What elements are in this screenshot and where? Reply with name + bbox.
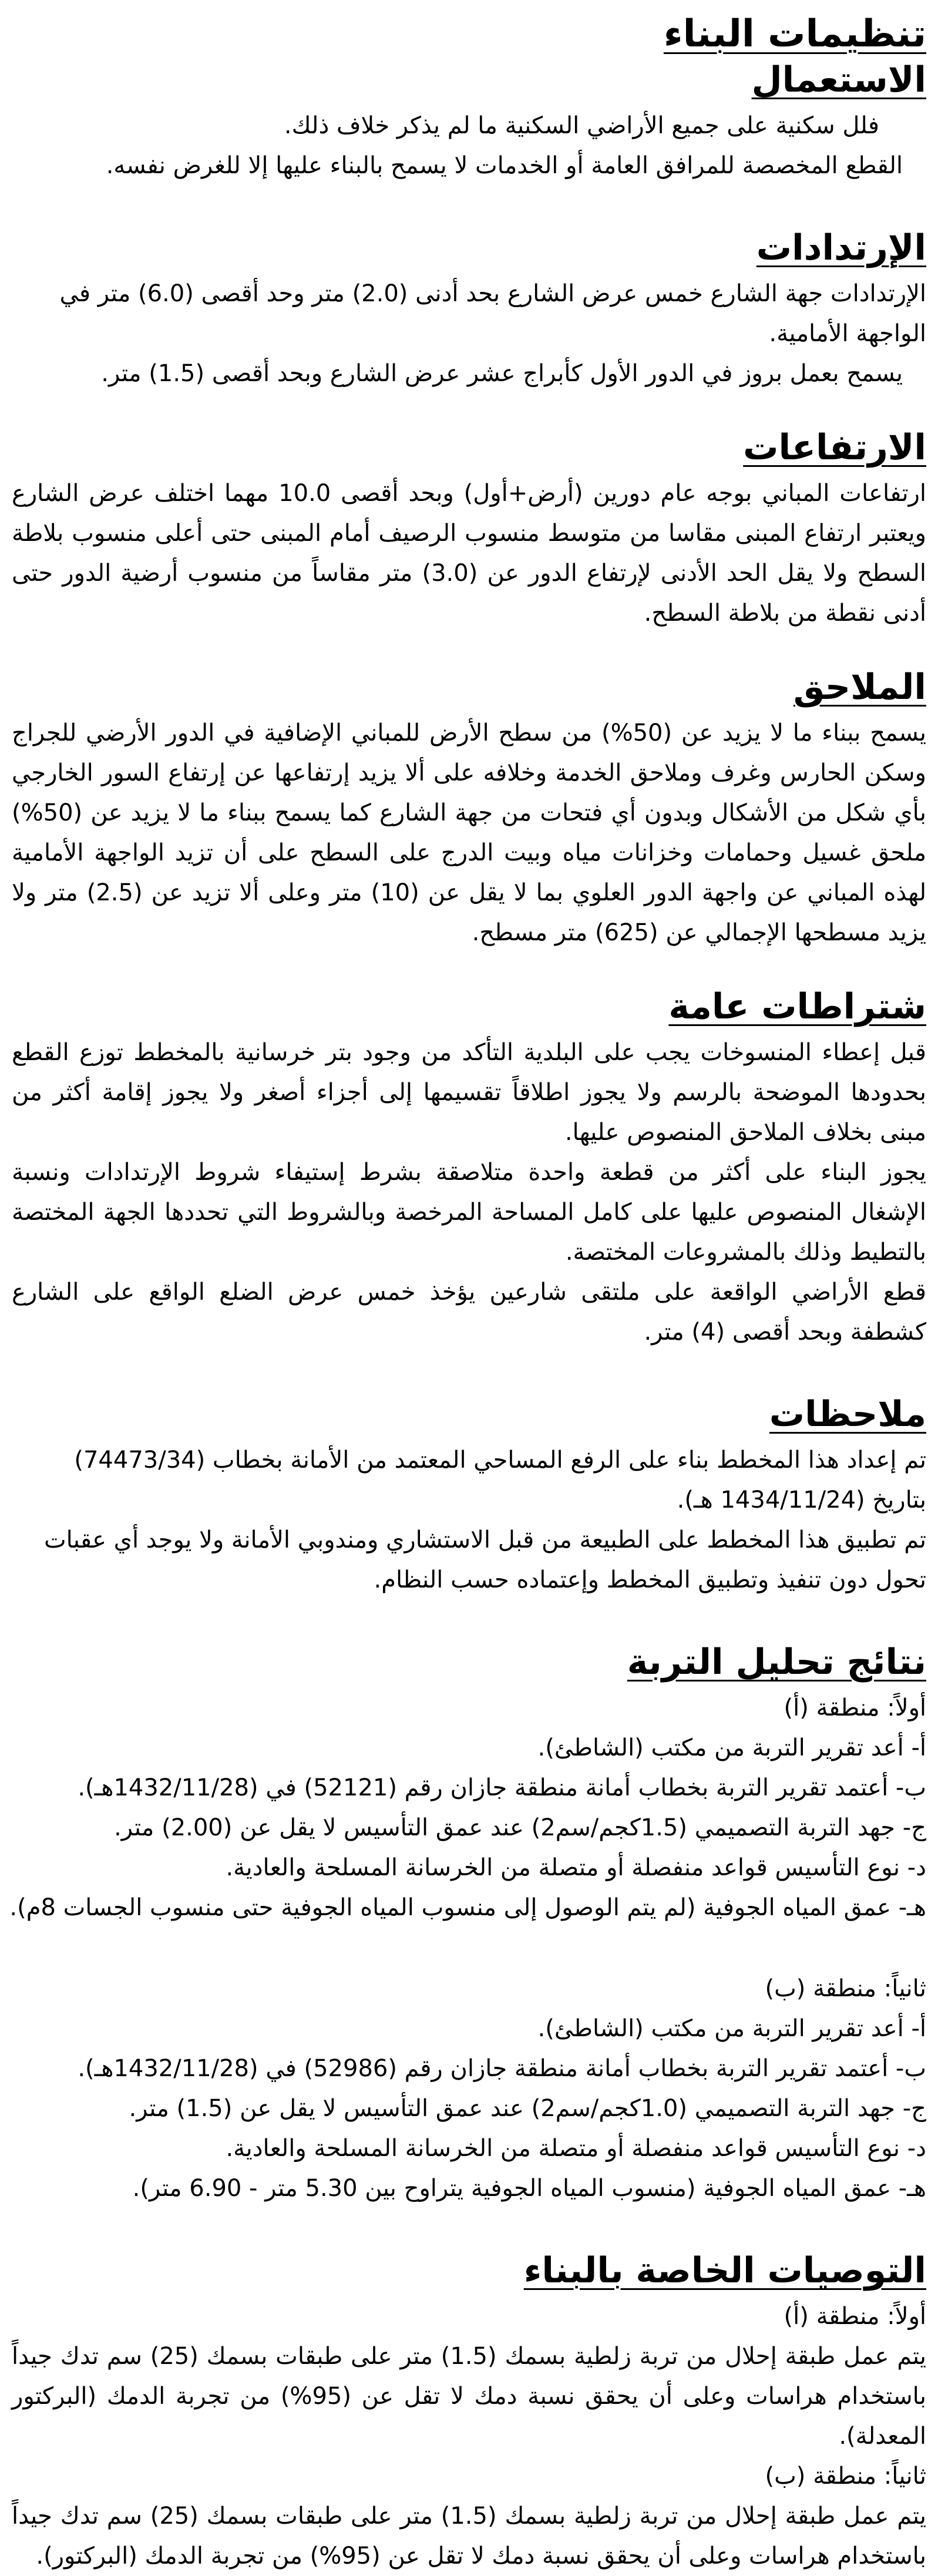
- usage-heading: الاستعمال: [751, 59, 926, 100]
- general-conditions-section: [12, 986, 926, 1352]
- soil-zone-b-line: هـ- عمق المياه الجوفية (منسوب المياه الجوفية يتراوح بين 5.30 متر - 6.90 متر).: [132, 2174, 926, 2202]
- soil-zone-b-line: أ- أعد تقرير التربة من مكتب (الشاطئ).: [537, 2015, 926, 2042]
- soil-analysis-section: [9, 1641, 926, 2208]
- general-conditions-heading: شتراطات عامة: [668, 986, 926, 1027]
- soil-zone-a-line: ب- أعتمد تقرير التربة بخطاب أمانة منطقة جازان رقم (52121) في (1432/11/28هـ).: [78, 1774, 926, 1801]
- soil-analysis-heading: نتائج تحليل التربة: [627, 1641, 926, 1683]
- setbacks-heading: الإرتدادات: [756, 227, 926, 268]
- setbacks-paragraph: الإرتدادات جهة الشارع خمس عرض الشارع بحد أدنى (2.0) متر وحد أقصى (6.0) متر في الواجهة الأمامية.: [59, 280, 926, 347]
- soil-zone-b-line: ب- أعتمد تقرير التربة بخطاب أمانة منطقة جازان رقم (52986) في (1432/11/28هـ).: [78, 2054, 926, 2082]
- recommendations-zone-b-title: ثانياً: منطقة (ب): [765, 2462, 926, 2490]
- setbacks-section: [12, 227, 926, 394]
- building-recommendations-section: [12, 2249, 926, 2576]
- usage-line: فلل سكنية على جميع الأراضي السكنية ما لم يذكر خلاف ذلك.: [284, 112, 879, 139]
- usage-section: [12, 59, 926, 186]
- notes-section: [12, 1393, 926, 1600]
- notes-line: تحول دون تنفيذ وتطبيق المخطط وإعتماده حسب النظام.: [374, 1566, 926, 1593]
- recommendations-zone-a-title: أولاً: منطقة (أ): [784, 2302, 926, 2330]
- usage-line: القطع المخصصة للمرافق العامة أو الخدمات لا يسمح بالبناء عليها إلا للغرض نفسه.: [106, 152, 903, 179]
- recommendations-zone-b-text: يتم عمل طبقة إحلال من تربة زلطية بسمك (1.5) متر على طبقات بسمك (25) سم تدك جيداً باستخدام هراسات وعلى أن يحقق نسبة دمك لا تقل عن (95%) من تجربة الدمك (البركتور).: [12, 2502, 927, 2570]
- annexes-heading: الملاحق: [793, 666, 926, 708]
- building-recommendations-heading: التوصيات الخاصة بالبناء: [523, 2249, 926, 2291]
- heights-section: [12, 426, 926, 633]
- notes-line: بتاريخ (1434/11/24 هـ).: [677, 1486, 926, 1514]
- soil-zone-a-line: أ- أعد تقرير التربة من مكتب (الشاطئ).: [537, 1734, 926, 1761]
- soil-zone-a-line: ج- جهد التربة التصميمي (1.5كجم/سم2) عند عمق التأسيس لا يقل عن (2.00) متر.: [114, 1814, 926, 1841]
- soil-zone-b-line: د- نوع التأسيس قواعد منفصلة أو متصلة من الخرسانة المسلحة والعادية.: [226, 2134, 926, 2162]
- page-title: تنظيمات البناء: [663, 12, 926, 56]
- notes-heading: ملاحظات: [769, 1393, 926, 1435]
- notes-line: تم تطبيق هذا المخطط على الطبيعة من قبل الاستشاري ومندوبي الأمانة ولا يوجد أي عقبات: [43, 1526, 926, 1553]
- heights-heading: الارتفاعات: [743, 426, 926, 468]
- soil-zone-a-line: د- نوع التأسيس قواعد منفصلة أو متصلة من الخرسانة المسلحة والعادية.: [226, 1854, 926, 1881]
- annexes-section: [12, 666, 926, 953]
- notes-line: تم إعداد هذا المخطط بناء على الرفع المساحي المعتمد من الأمانة بخطاب (74473/34): [74, 1446, 926, 1474]
- soil-zone-a-line: هـ- عمق المياه الجوفية (لم يتم الوصول إلى منسوب المياه الجوفية حتى منسوب الجسات 8م).: [9, 1894, 926, 1921]
- general-conditions-paragraph: قبل إعطاء المنسوخات يجب على البلدية التأكد من وجود بتر خرسانية بالمخطط توزع القطع بحدودها الموضحة بالرسم ولا يجوز اطلاقاً تقسيمها إلى أجزاء أصغر ولا يجوز إقامة أكثر من مبنى بخلاف الملاحق المنصوص عليها.: [12, 1038, 926, 1146]
- general-conditions-paragraph: قطع الأراضي الواقعة على ملتقى شارعين يؤخذ خمس عرض الضلع الواقع على الشارع كشطفة وبحد أقصى (4) متر.: [12, 1278, 926, 1346]
- setbacks-line: يسمح بعمل بروز في الدور الأول كأبراج عشر عرض الشارع وبحد أقصى (1.5) متر.: [101, 359, 903, 387]
- recommendations-zone-a-text: يتم عمل طبقة إحلال من تربة زلطية بسمك (1.5) متر على طبقات بسمك (25) سم تدك جيداً باستخدام هراسات وعلى أن يحقق نسبة دمك لا تقل عن (95%) من تجربة الدمك (البركتور المعدلة).: [12, 2342, 927, 2450]
- soil-zone-a-title: أولاً: منطقة (أ): [784, 1694, 926, 1721]
- general-conditions-paragraph: يجوز البناء على أكثر من قطعة واحدة متلاصقة بشرط إستيفاء شروط الإرتدادات ونسبة الإشغال المنصوص عليها على كامل المساحة المرخصة وبالشروط التي تحددها الجهة المختصة بالتطيط وذلك بالمشروعات المختصة.: [12, 1158, 926, 1266]
- soil-zone-b-line: ج- جهد التربة التصميمي (1.0كجم/سم2) عند عمق التأسيس لا يقل عن (1.5) متر.: [129, 2094, 926, 2122]
- annexes-paragraph: يسمح ببناء ما لا يزيد عن (50%) من سطح الأرض للمباني الإضافية في الدور الأرضي للجراج وسكن الحارس وغرف وملاحق الخدمة وخلافه على ألا يزيد إرتفاعها عن إرتفاع السور الخارجي بأي شكل من الأشكال وبدون أي فتحات من جهة الشارع كما يسمح ببناء ما لا يزيد عن (50%) ملحق غسيل وحمامات وخزانات مياه وبيت الدرج على السطح على أن تزيد الواجهة الأمامية لهذه المباني عن واجهة الدور العلوي بما لا يقل عن (10) متر وعلى ألا تزيد عن (2.5) متر ولا يزيد مسطحها الإجمالي عن (625) متر مسطح.: [12, 719, 927, 946]
- heights-paragraph: ارتفاعات المباني بوجه عام دورين (أرض+أول) وبحد أقصى 10.0 مهما اختلف عرض الشارع ويعتبر ارتفاع المبنى مقاسا من متوسط منسوب الرصيف أمام المبنى حتى أعلى منسوب بلاطة السطح ولا يقل الحد الأدنى لإرتفاع الدور عن (3.0) متر مقاساً من منسوب أرضية الدور حتى أدنى نقطة من بلاطة السطح.: [12, 479, 927, 627]
- soil-zone-b-title: ثانياً: منطقة (ب): [765, 1975, 926, 2002]
